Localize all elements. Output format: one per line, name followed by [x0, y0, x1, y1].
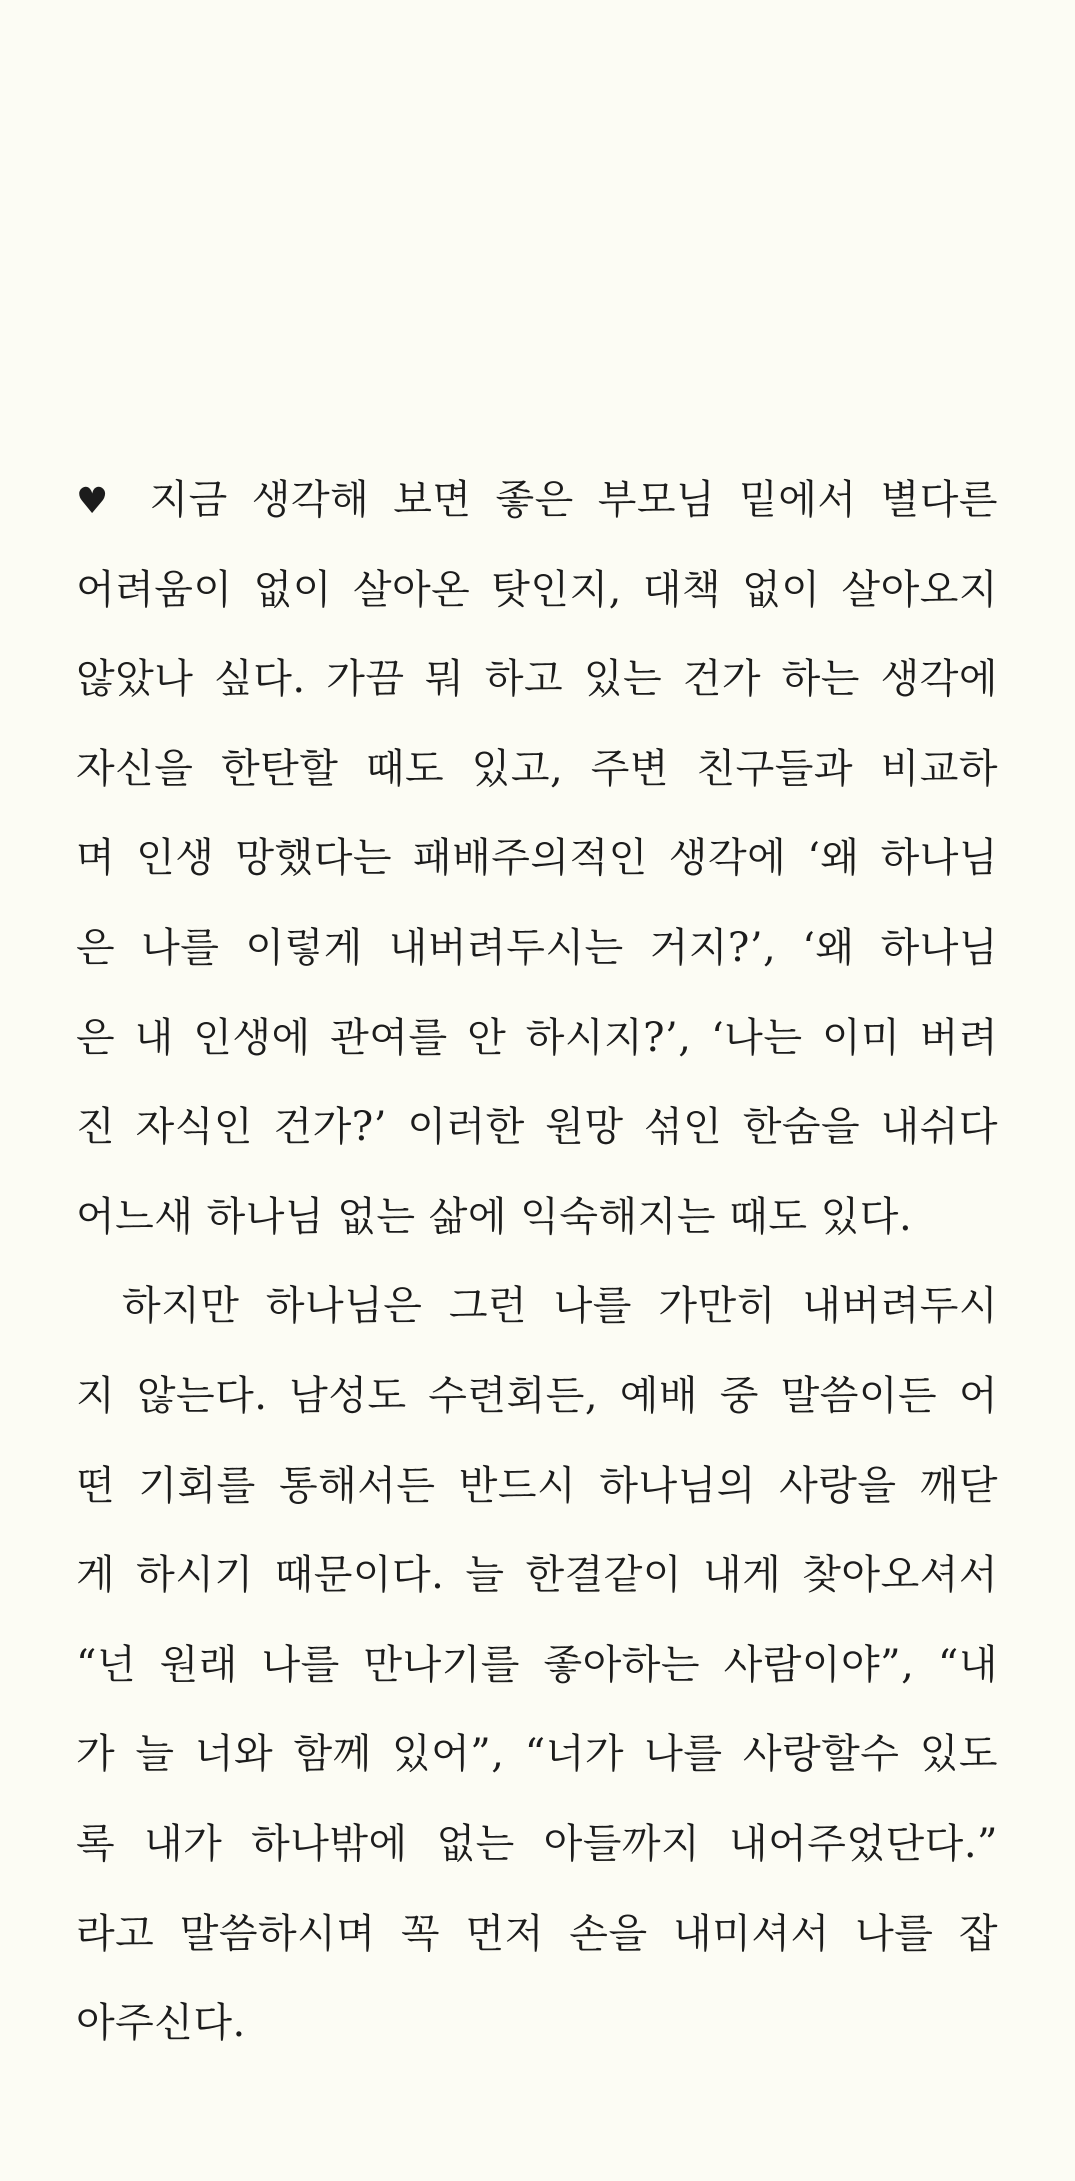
text-line: 떤 기회를 통해서든 반드시 하나님의 사랑을 깨닫 — [76, 1462, 998, 1509]
text-line: 지 않는다. 남성도 수련회든, 예배 중 말씀이든 어 — [76, 1372, 998, 1419]
text-line: “넌 원래 나를 만나기를 좋아하는 사람이야”, “내 — [76, 1641, 998, 1688]
text-line: 게 하시기 때문이다. 늘 한결같이 내게 찾아오셔서 — [76, 1552, 998, 1599]
text-line: 않았나 싶다. 가끔 뭐 하고 있는 건가 하는 생각에 — [76, 656, 998, 703]
text-line: 하지만 하나님은 그런 나를 가만히 내버려두시 — [122, 1283, 998, 1330]
text-line: 진 자식인 건가?’ 이러한 원망 섞인 한숨을 내쉬다 — [76, 1104, 998, 1151]
text-line: ♥ 지금 생각해 보면 좋은 부모님 밑에서 별다른 — [76, 477, 998, 523]
text-line: 라고 말씀하시며 꼭 먼저 손을 내미셔서 나를 잡 — [76, 1910, 998, 1957]
text-line: 아주신다. — [76, 2000, 246, 2047]
text-line: 록 내가 하나밖에 없는 아들까지 내어주었단다.” — [76, 1820, 998, 1867]
heart-icon: ♥ — [76, 481, 120, 522]
text-line: 며 인생 망했다는 패배주의적인 생각에 ‘왜 하나님 — [76, 835, 998, 882]
text-line: 자신을 한탄할 때도 있고, 주변 친구들과 비교하 — [76, 745, 998, 792]
text-line: 은 내 인생에 관여를 안 하시지?’, ‘나는 이미 버려 — [76, 1014, 998, 1061]
text-line: 어느새 하나님 없는 삶에 익숙해지는 때도 있다. — [76, 1193, 913, 1240]
text-line: 은 나를 이렇게 내버려두시는 거지?’, ‘왜 하나님 — [76, 924, 998, 971]
body-text — [76, 456, 998, 2069]
text-line: 가 늘 너와 함께 있어”, “너가 나를 사랑할수 있도 — [76, 1731, 998, 1778]
text-line: 어려움이 없이 살아온 탓인지, 대책 없이 살아오지 — [76, 566, 998, 613]
